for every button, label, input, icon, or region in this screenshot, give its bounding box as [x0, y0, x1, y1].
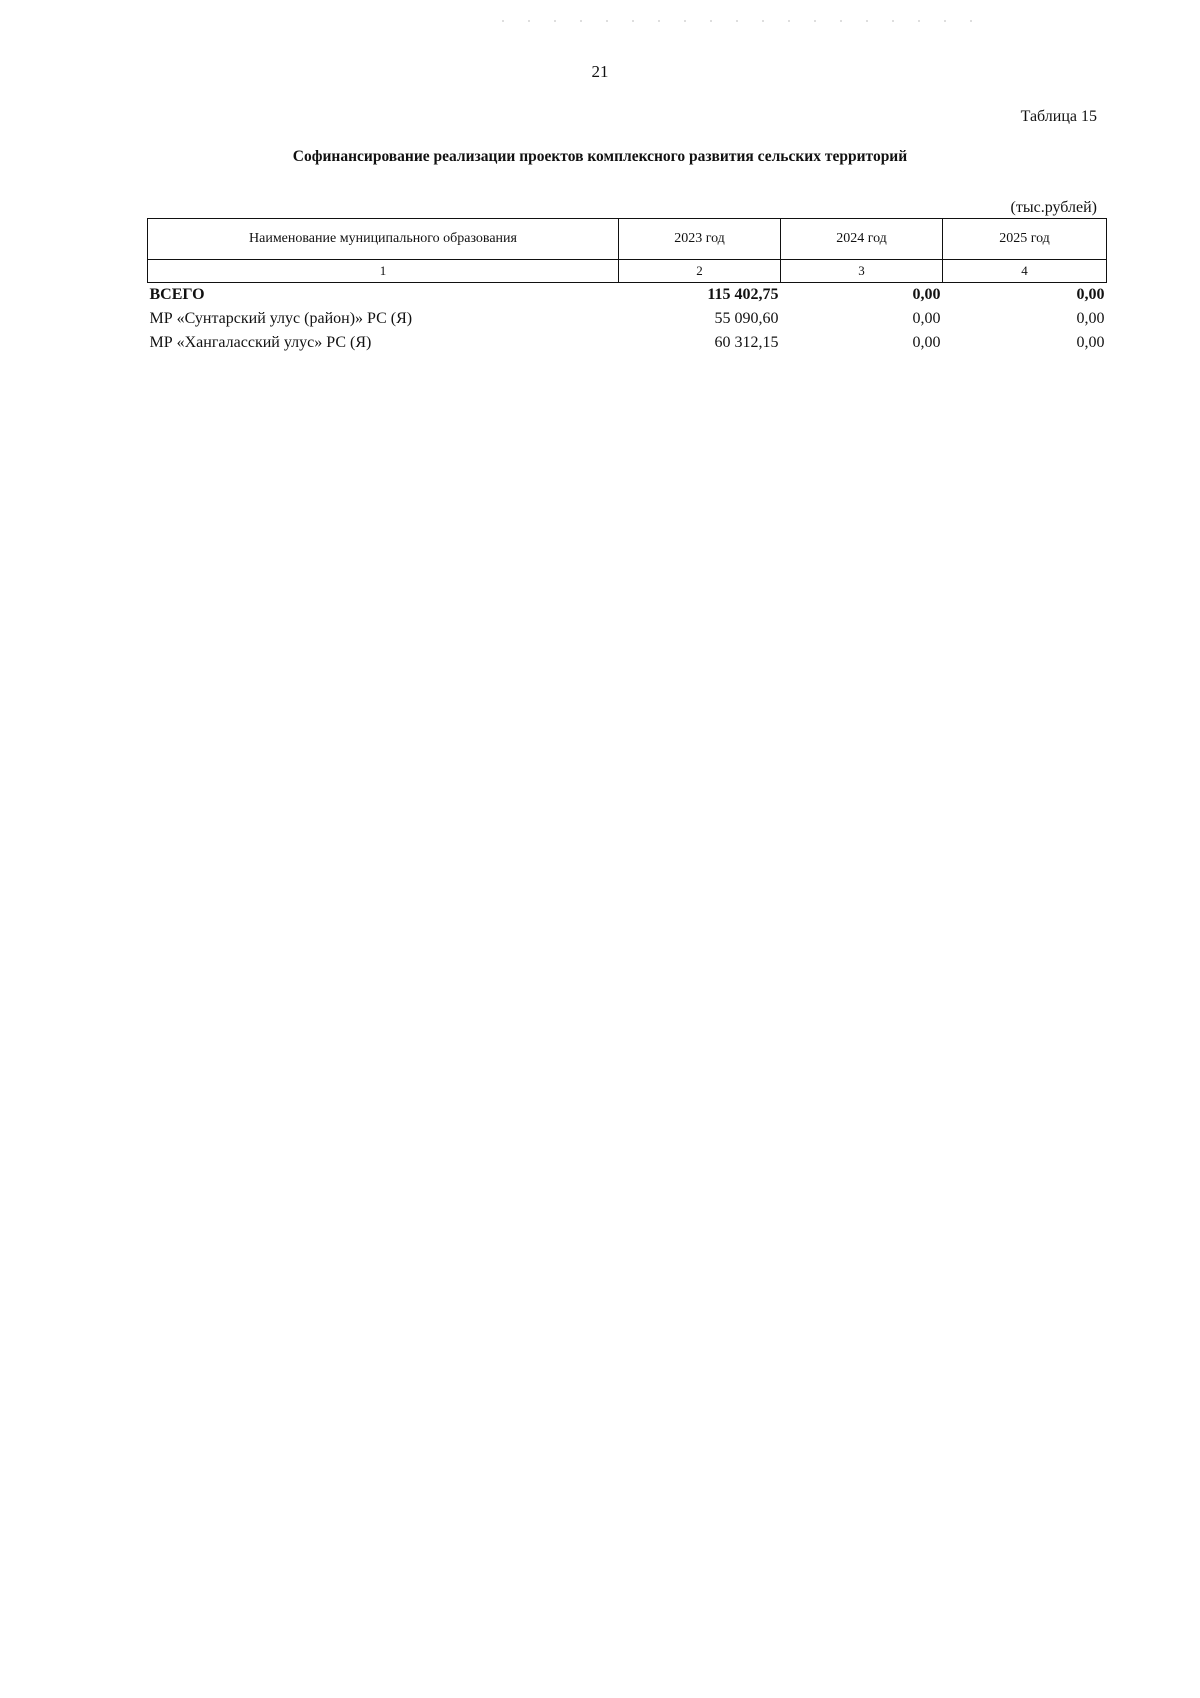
- municipality-name: МР «Хангаласский улус» РС (Я): [149, 334, 372, 351]
- value-2025: 0,00: [1076, 334, 1105, 351]
- municipality-name: ВСЕГО: [149, 286, 205, 303]
- column-number: 1: [148, 260, 619, 283]
- table-row: [148, 307, 1107, 331]
- header-2023: 2023 год: [619, 219, 781, 260]
- value-2023: 55 090,60: [714, 310, 779, 327]
- value-2023: 115 402,75: [707, 286, 779, 303]
- value-2024: 0,00: [912, 334, 941, 351]
- value-2024: 0,00: [912, 310, 941, 327]
- municipality-name: МР «Сунтарский улус (район)» РС (Я): [149, 310, 413, 327]
- table-header-row: [148, 219, 1107, 260]
- scan-artifact: [490, 18, 990, 24]
- column-number: 2: [619, 260, 781, 283]
- units-label: (тыс.рублей): [1010, 199, 1097, 216]
- header-municipality: Наименование муниципального образования: [148, 219, 619, 260]
- financing-table-container: [147, 218, 1106, 355]
- financing-table: [147, 218, 1107, 355]
- column-number: 4: [943, 260, 1107, 283]
- header-2025: 2025 год: [943, 219, 1107, 260]
- document-title: Софинансирование реализации проектов комплексного развития сельских территорий: [292, 148, 908, 165]
- table-label: Таблица 15: [1020, 108, 1097, 125]
- column-number-row: [148, 260, 1107, 283]
- table-row: [148, 331, 1107, 355]
- table-row-total: [148, 283, 1107, 308]
- header-2024: 2024 год: [781, 219, 943, 260]
- page-number: 21: [591, 62, 609, 81]
- value-2024: 0,00: [912, 286, 941, 303]
- value-2023: 60 312,15: [714, 334, 779, 351]
- column-number: 3: [781, 260, 943, 283]
- value-2025: 0,00: [1076, 286, 1105, 303]
- value-2025: 0,00: [1076, 310, 1105, 327]
